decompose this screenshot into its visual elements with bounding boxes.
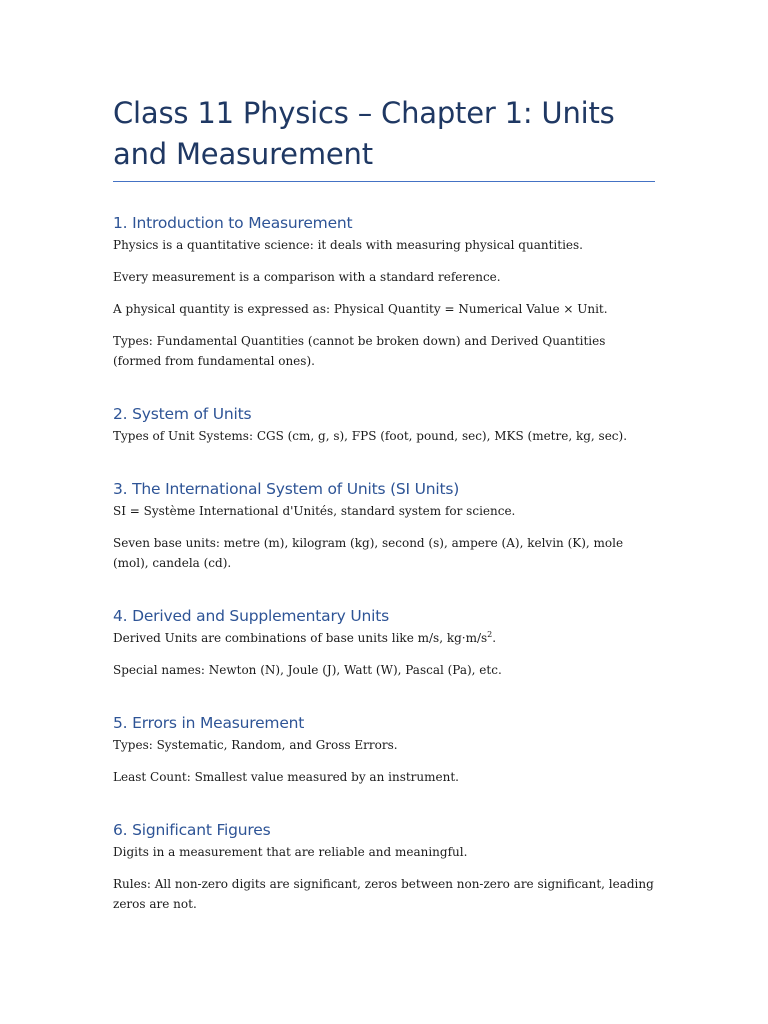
paragraph: Types: Systematic, Random, and Gross Errors. [113, 738, 398, 752]
paragraph: Digits in a measurement that are reliable and meaningful. [113, 845, 468, 859]
section-derived-and-supplementary-units [113, 606, 655, 680]
paragraph: Rules: All non-zero digits are significant, zeros between non-zero are significant, leading zeros are not. [113, 877, 654, 911]
superscript: 2 [487, 630, 493, 639]
section-introduction-to-measurement [113, 213, 655, 371]
section-heading: 1. Introduction to Measurement [113, 214, 353, 232]
section-heading: 3. The International System of Units (SI Units) [113, 480, 460, 498]
section-errors-in-measurement [113, 713, 655, 787]
title-divider [113, 181, 655, 182]
section-heading: 4. Derived and Supplementary Units [113, 607, 389, 625]
section-si-units [113, 479, 655, 573]
section-significant-figures [113, 820, 655, 914]
paragraph: Special names: Newton (N), Joule (J), Watt (W), Pascal (Pa), etc. [113, 663, 502, 677]
document-page [113, 0, 655, 914]
paragraph-text: Derived Units are combinations of base units like m/s, kg·m/s [113, 631, 488, 645]
section-heading: 6. Significant Figures [113, 821, 271, 839]
section-heading: 2. System of Units [113, 405, 252, 423]
paragraph: Types: Fundamental Quantities (cannot be broken down) and Derived Quantities (formed from fundamental ones). [113, 334, 606, 368]
section-heading: 5. Errors in Measurement [113, 714, 305, 732]
paragraph: A physical quantity is expressed as: Physical Quantity = Numerical Value × Unit. [113, 302, 608, 316]
paragraph: Types of Unit Systems: CGS (cm, g, s), FPS (foot, pound, sec), MKS (metre, kg, sec). [113, 429, 628, 443]
paragraph: Every measurement is a comparison with a standard reference. [113, 270, 501, 284]
paragraph-text-end: . [492, 631, 497, 645]
paragraph [113, 628, 655, 648]
paragraph: Physics is a quantitative science: it deals with measuring physical quantities. [113, 238, 583, 252]
paragraph: Least Count: Smallest value measured by an instrument. [113, 770, 459, 784]
document-title: Class 11 Physics – Chapter 1: Units and Measurement [113, 96, 615, 171]
paragraph: SI = Système International d'Unités, standard system for science. [113, 504, 516, 518]
paragraph: Seven base units: metre (m), kilogram (kg), second (s), ampere (A), kelvin (K), mole (mol), candela (cd). [113, 536, 624, 570]
section-system-of-units [113, 404, 655, 446]
